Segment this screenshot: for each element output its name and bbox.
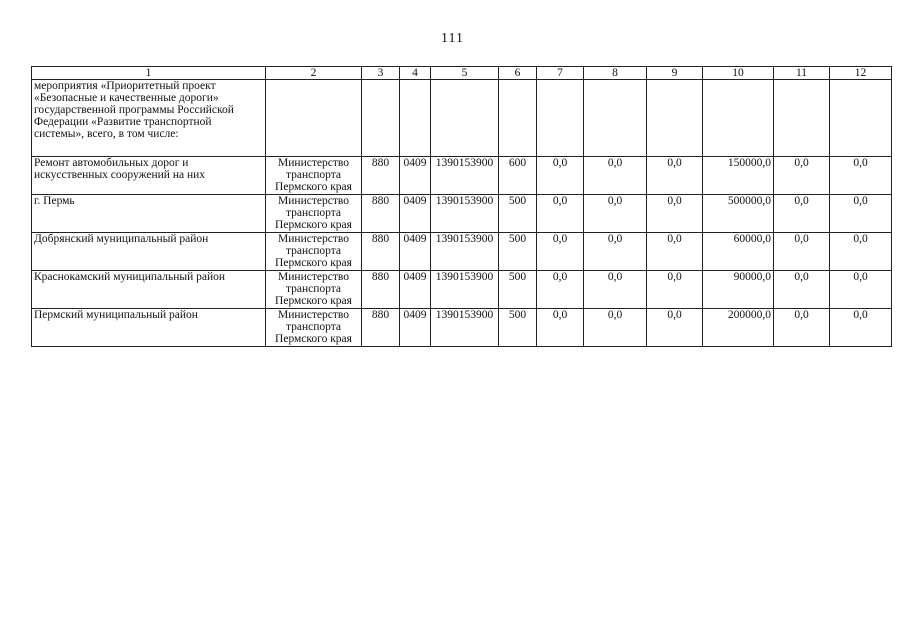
row-owner: Министерство транспорта Пермского края [266,233,362,271]
row-name: Добрянский муниципальный район [32,233,266,271]
column-number: 7 [537,67,584,80]
row-owner: Министерство транспорта Пермского края [266,271,362,309]
cell-code: 500 [499,195,537,233]
cell-code: 1390153900 [431,157,499,195]
table-row [32,309,892,347]
cell-code: 880 [362,157,400,195]
cell-value: 0,0 [774,271,830,309]
cell-value: 0,0 [647,195,703,233]
row-owner: Министерство транспорта Пермского края [266,195,362,233]
row-name: г. Пермь [32,195,266,233]
cell-code: 880 [362,271,400,309]
cell-value: 0,0 [537,271,584,309]
cell-value: 0,0 [537,157,584,195]
cell-value: 0,0 [647,233,703,271]
cell-value: 0,0 [584,233,647,271]
table-row [32,157,892,195]
cell-value: 0,0 [584,271,647,309]
intro-text: мероприятия «Приоритетный проект «Безопасные и качественные дороги» государственной программы Российской Федерации «Развитие транспортной системы», всего, в том числе: [32,80,266,157]
row-owner: Министерство транспорта Пермского края [266,309,362,347]
column-number: 8 [584,67,647,80]
column-number: 12 [830,67,892,80]
cell-value: 0,0 [774,309,830,347]
cell-code: 1390153900 [431,233,499,271]
budget-table [31,66,892,347]
cell-code: 880 [362,233,400,271]
column-number: 2 [266,67,362,80]
cell-value: 0,0 [774,157,830,195]
table-row [32,271,892,309]
row-name: Ремонт автомобильных дорог и искусственных сооружений на них [32,157,266,195]
cell-code: 880 [362,195,400,233]
column-number: 9 [647,67,703,80]
cell-value: 0,0 [774,195,830,233]
cell-code: 0409 [400,271,431,309]
cell-value: 0,0 [830,309,892,347]
column-number: 5 [431,67,499,80]
column-number: 4 [400,67,431,80]
cell-value: 0,0 [584,309,647,347]
cell-code: 500 [499,233,537,271]
cell-value: 90000,0 [703,271,774,309]
cell-value: 0,0 [830,195,892,233]
column-number-row [32,67,892,80]
cell-value: 60000,0 [703,233,774,271]
cell-code: 1390153900 [431,195,499,233]
cell-value: 0,0 [537,233,584,271]
table-row [32,80,892,157]
cell-value: 0,0 [647,157,703,195]
cell-value: 0,0 [830,271,892,309]
cell-value: 0,0 [830,157,892,195]
table-row [32,233,892,271]
cell-value: 0,0 [584,195,647,233]
cell-code: 0409 [400,233,431,271]
cell-code: 500 [499,309,537,347]
page-number: 111 [441,31,464,46]
column-number: 3 [362,67,400,80]
cell-value: 0,0 [584,157,647,195]
cell-value: 200000,0 [703,309,774,347]
column-number: 11 [774,67,830,80]
cell-code: 880 [362,309,400,347]
cell-value: 0,0 [830,233,892,271]
cell-value: 0,0 [774,233,830,271]
cell-value: 0,0 [647,271,703,309]
cell-value: 150000,0 [703,157,774,195]
cell-value: 0,0 [647,309,703,347]
cell-code: 0409 [400,195,431,233]
cell-code: 0409 [400,309,431,347]
cell-code: 0409 [400,157,431,195]
column-number: 10 [703,67,774,80]
column-number: 1 [32,67,266,80]
cell-code: 500 [499,271,537,309]
cell-value: 0,0 [537,309,584,347]
cell-code: 1390153900 [431,309,499,347]
column-number: 6 [499,67,537,80]
row-owner: Министерство транспорта Пермского края [266,157,362,195]
cell-value: 500000,0 [703,195,774,233]
cell-code: 600 [499,157,537,195]
cell-code: 1390153900 [431,271,499,309]
cell-value: 0,0 [537,195,584,233]
table-body [32,157,892,347]
row-name: Краснокамский муниципальный район [32,271,266,309]
row-name: Пермский муниципальный район [32,309,266,347]
table-row [32,195,892,233]
